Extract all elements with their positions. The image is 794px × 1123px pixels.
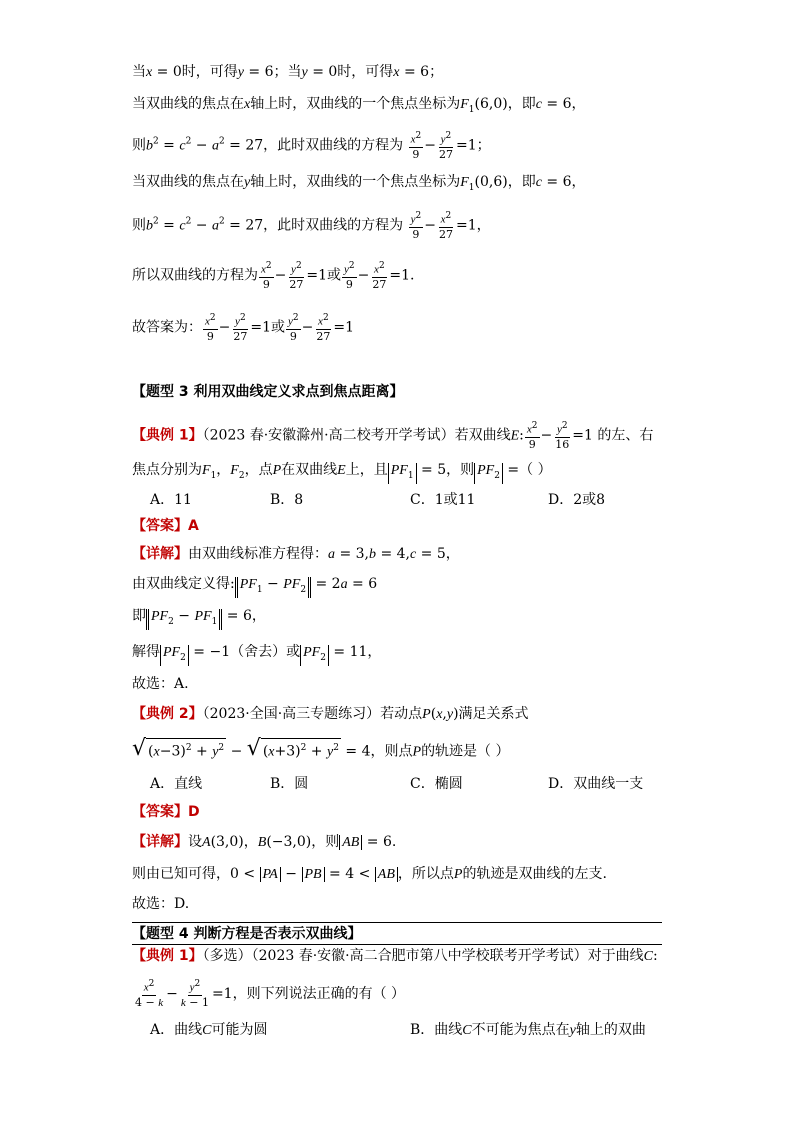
example-2-option-d[interactable]: D．双曲线一支 [548, 776, 644, 792]
solution-line-6: 所以双曲线的方程为 $\frac{x^2}{9}$ − $\frac{y^2}{27}$ =1或 $\frac{y^2}{9}$ − $\frac{x^2}{27}$ =1. [132, 261, 415, 291]
solution-line-1: 当x = 0时，可得y = 6；当y = 0时，可得x = 6； [132, 64, 444, 80]
example-1-question: 【典例 1】（2023 春·安徽滁州·高二校考开学考试）若双曲线E: $\frac{x^2}{9}$ − $\frac{y^2}{16}$ =1 的左、右 [132, 421, 654, 451]
example-3-option-b[interactable]: B．曲线C不可能为焦点在y轴上的双曲 [410, 1022, 646, 1038]
example-1-answer: 【答案】A [132, 518, 199, 534]
solution-line-3: 则$b^2 = c^2 - a^2 = 27$，此时双曲线的方程为 $\frac{x^2}{9}$ − $\frac{y^2}{27}$ =1； [132, 131, 491, 161]
example-2-answer: 【答案】D [132, 804, 200, 820]
final-answer-line: 故答案为： $\frac{x^2}{9}$ − $\frac{y^2}{27}$ =1或 $\frac{y^2}{9}$ − $\frac{x^2}{27}$ =1 [132, 313, 354, 343]
solution-line-5: 则$b^2 = c^2 - a^2 = 27$，此时双曲线的方程为 $\frac{y^2}{9}$ − $\frac{x^2}{27}$ =1， [132, 211, 491, 241]
example-3-question-line-2: $\frac{x^2}{4 - k}$ − $\frac{y^2}{k - 1}$ =1，则下列说法正确的有（ ） [135, 979, 406, 1009]
example-2-option-c[interactable]: C．椭圆 [410, 776, 463, 792]
example-1-option-a[interactable]: A．11 [150, 492, 192, 508]
example-1-detail-1: 【详解】由双曲线标准方程得：a = 3,b = 4,c = 5， [132, 546, 460, 562]
example-1-option-c[interactable]: C．1或11 [410, 492, 476, 508]
example-1-detail-3: 即 $PF_2 - PF_1 = 6$， [132, 606, 266, 630]
example-2-detail-1: 【详解】设A(3,0)，B(−3,0)，则 AB = 6. [132, 834, 397, 850]
example-2-option-a[interactable]: A．直线 [150, 776, 203, 792]
example-1-conclusion: 故选：A. [132, 676, 189, 692]
example-2-question: 【典例 2】（2023·全国·高三专题练习）若动点P(x,y)满足关系式 [132, 706, 529, 722]
example-2-option-b[interactable]: B．圆 [270, 776, 309, 792]
section-heading-type-4: 【题型 4 判断方程是否表示双曲线】 [132, 926, 362, 942]
example-2-conclusion: 故选：D. [132, 896, 190, 912]
example-1-option-b[interactable]: B．8 [270, 492, 304, 508]
example-2-detail-2: 则由已知可得，0 < PA − PB = 4 < AB ，所以点P的轨迹是双曲线的左支. [132, 866, 607, 882]
example-1-detail-2: 由双曲线定义得: $PF_1 - PF_2 = 2a = 6$ [132, 574, 377, 598]
section-divider [132, 922, 662, 923]
example-2-question-line-2: √ $(x-3)^2 + y^2$ − √ $(x+3)^2 + y^2$ = 4，则点P的轨迹是（ ） [132, 736, 510, 762]
solution-line-4: 当双曲线的焦点在y轴上时，双曲线的一个焦点坐标为$F_1(0,6)$，即c = 6， [132, 174, 586, 193]
example-3-question: 【典例 1】（多选）（2023 春·安徽·高二合肥市第八中学校联考开学考试）对于曲线C: [132, 948, 658, 964]
section-divider [132, 944, 662, 945]
section-heading-type-3: 【题型 3 利用双曲线定义求点到焦点距离】 [132, 384, 404, 400]
example-1-detail-4: 解得 $PF_2 = -1$（舍去）或 $PF_2 = 11$， [132, 642, 381, 666]
example-1-option-d[interactable]: D．2或8 [548, 492, 606, 508]
example-3-option-a[interactable]: A．曲线C可能为圆 [150, 1022, 268, 1038]
example-1-question-line-2: 焦点分别为$F_1$，$F_2$，点P在双曲线E上，且 $PF_1 = 5$，则 $PF_2$ =（ ） [132, 460, 552, 486]
solution-line-2: 当双曲线的焦点在x轴上时，双曲线的一个焦点坐标为$F_1(6,0)$，即c = 6， [132, 96, 586, 115]
